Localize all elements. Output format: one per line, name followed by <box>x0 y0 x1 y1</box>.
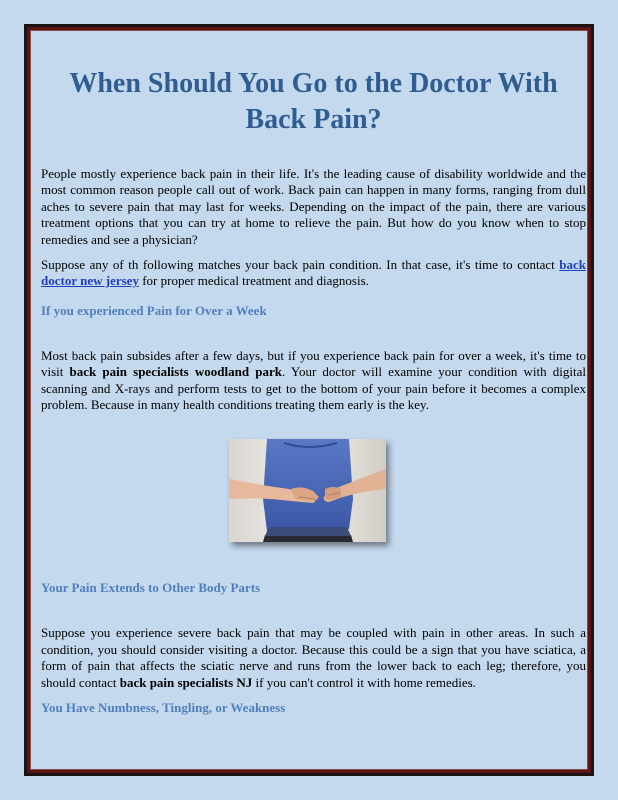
section-2-text-end: if you can't control it with home remedies. <box>252 674 476 690</box>
back-pain-photo <box>229 439 386 542</box>
page-title: When Should You Go to the Doctor With Back Pain? <box>69 68 558 135</box>
section-2-text-start: Suppose you experience severe back pain that may be coupled with pain in other areas. In such a condition, you should consider visiting a doctor. Because this could be a sign that you have sciatica, a form of pain that affects the sciatic nerve and runs from the lower back to each leg; therefore, you should contact <box>41 625 586 690</box>
article <box>41 31 586 716</box>
section-heading-numbness: You Have Numbness, Tingling, or Weakness <box>41 700 286 716</box>
section-2-paragraph <box>41 625 586 691</box>
page-border <box>24 24 594 776</box>
section-1-text-end: . Your doctor will examine your condition with digital scanning and X-rays and perform tests to get to the bottom of your pain before it becomes a complex problem. Because in many health conditions treating them early is the key. <box>41 364 586 413</box>
paragraph-2-text-start: Suppose any of th following matches your back pain condition. In that case, it's time to contact <box>41 257 560 273</box>
section-1-bold-term: back pain specialists woodland park <box>69 364 282 380</box>
paragraph-2-text-end: for proper medical treatment and diagnosis. <box>138 273 369 289</box>
photo-container <box>41 439 586 543</box>
section-heading-pain-extends: Your Pain Extends to Other Body Parts <box>41 580 261 596</box>
section-1-text-start: Most back pain subsides after a few days, but if you experience back pain for over a week, it's time to visit <box>41 347 586 380</box>
back-doctor-link[interactable]: back doctor new jersey <box>41 257 586 289</box>
section-2-bold-term: back pain specialists NJ <box>119 674 253 690</box>
section-heading-pain-over-week: If you experienced Pain for Over a Week <box>41 302 267 318</box>
section-1-paragraph <box>41 348 586 414</box>
paragraph-2 <box>41 257 586 290</box>
page-area <box>30 30 588 770</box>
intro-paragraph: People mostly experience back pain in their life. It's the leading cause of disability worldwide and the most common reason people call out of work. Back pain can happen in many forms, ranging from dull aches to severe pain that may last for weeks. Depending on the impact of the pain, there are various treatment options that you can try at home to relieve the pain. But how do you know when to stop remedies and see a physician? <box>41 166 586 247</box>
